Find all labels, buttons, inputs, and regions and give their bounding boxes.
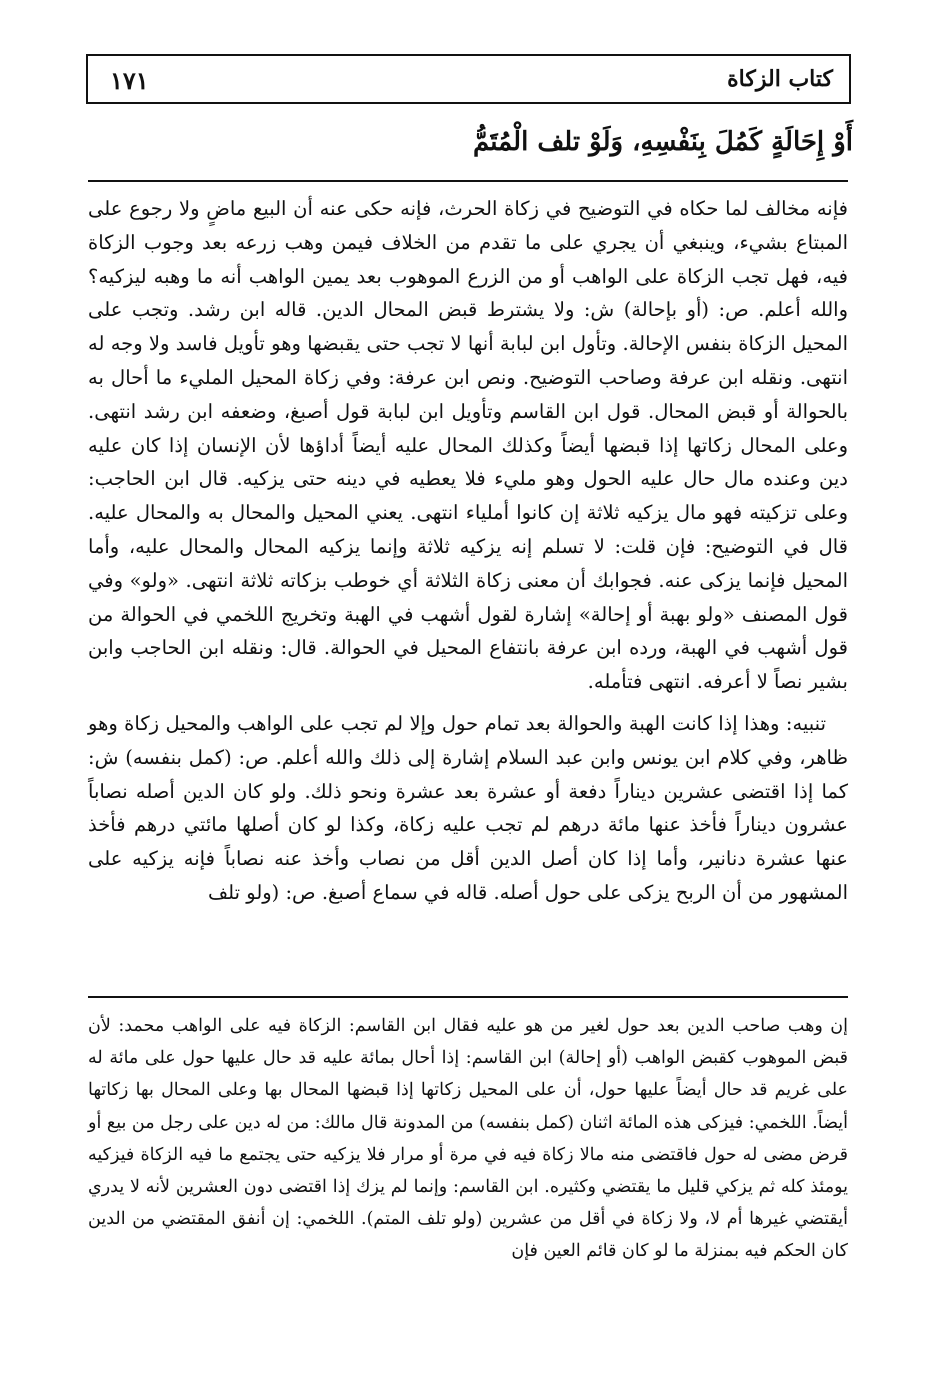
commentary-body <box>88 192 848 910</box>
chapter-title: كتاب الزكاة <box>727 66 833 92</box>
footnote-divider <box>88 996 848 998</box>
page-number: ١٧١ <box>110 66 149 95</box>
footnote-paragraph: إن وهب صاحب الدين بعد حول لغير من هو عليه فقال ابن القاسم: الزكاة فيه على الواهب محمد: لأن قبض الموهوب كقبض الواهب (أو إحالة) ابن القاسم: إذا أحال بمائة عليه قد حال عليها حول على مائة له على غريم قد حال أيضاً عليها حول، أن على المحيل زكاتها إذا قبضها المحال بها وعلى المحال بها زكاتها أيضاً. اللخمي: فيزكى هذه المائة اثنان (كمل بنفسه) من المدونة قال مالك: من له دين على رجل من بيع أو قرض مضى له حول فاقتضى منه مالا زكاة فيه في مرة أو مرار فلا يزكيه حتى يجتمع ما فيه الزكاة فيزكيه يومئذ كله ثم يزكي قليل ما يقتضي وكثيره. ابن القاسم: وإنما لم يزك إذا اقتضى دون العشرين لأنه لا يدري أيقتضي غيرها أم لا، ولا زكاة في أقل من عشرين (ولو تلف المتم). اللخمي: إن أنفق المقتضي من الدين كان الحكم فيه بمنزلة ما لو كان قائم العين فإن <box>88 1016 848 1262</box>
top-divider <box>88 180 848 182</box>
commentary-paragraph: فإنه مخالف لما حكاه في التوضيح في زكاة الحرث، فإنه حكى عنه أن البيع ماضٍ ولا رجوع على المبتاع بشيء، وينبغي أن يجري على ما تقدم من الخلاف فيمن وهب زرعه بعد وجوب الزكاة فيه، فهل تجب الزكاة على الواهب أو من الزرع الموهوب بعد يمين الواهب أنه ما وهبه ليزكيه؟ والله أعلم. ص: (أو بإحالة) ش: ولا يشترط قبض المحال الدين. قاله ابن رشد. وتجب على المحيل الزكاة بنفس الإحالة. وتأول ابن لبابة أنها لا تجب حتى يقبضها وهو تأويل فاسد ولا وجه له انتهى. ونقله ابن عرفة وصاحب التوضيح. ونص ابن عرفة: وفي زكاة المحيل المليء ما أحال به بالحوالة أو قبض المحال. قول ابن القاسم وتأويل ابن لبابة قول أصبغ، وضعفه ابن رشد انتهى. وعلى المحال زكاتها إذا قبضها أيضاً وكذلك المحال عليه أيضاً أداؤها لأن الإنسان إذا كان عليه دين وعنده مال حال عليه الحول وهو مليء فلا يعطيه في دينه حتى يزكيه. قال ابن الحاجب: وعلى تزكيته فهو مال يزكيه ثلاثة إن كانوا أملياء انتهى. يعني المحيل والمحال به والمحال عليه. قال في التوضيح: فإن قلت: لا تسلم إنه يزكيه ثلاثة وإنما يزكيه المحال والمحال عليه، وأما المحيل فإنما يزكى عنه. فجوابك أن معنى زكاة الثلاثة أي خوطب بزكاته ثلاثة انتهى. «ولو» وفي قول المصنف «ولو بهبة أو إحالة» إشارة لقول أشهب في الهبة وتخريج اللخمي في الحوالة من قول أشهب في الهبة، ورده ابن عرفة بانتفاع المحيل في الحوالة. قال: ونقله ابن الحاجب وابن بشير نصاً لا أعرفه. انتهى فتأمله. <box>88 197 848 694</box>
footnote-body <box>88 1010 848 1268</box>
matn-verse-line: أَوْ إِحَالَةٍ كَمُلَ بِنَفْسِهِ، وَلَوْ تلف الْمُتَمُّ <box>472 127 853 157</box>
commentary-paragraph: تنبيه: وهذا إذا كانت الهبة والحوالة بعد تمام حول وإلا لم تجب على الواهب والمحيل زكاة وهو ظاهر، وفي كلام ابن يونس وابن عبد السلام إشارة إلى ذلك والله أعلم. ص: (كمل بنفسه) ش: كما إذا اقتضى عشرين ديناراً دفعة أو عشرة بعد عشرة ونحو ذلك. ولو كان الدين أصله نصاباً عشرون ديناراً فأخذ عنها مائة درهم لم تجب عليه زكاة، وكذا لو كان أصلها مائتي درهم فأخذ عنها عشرة دنانير، وأما إذا كان أصل الدين أقل من نصاب وأخذ عنه نصاباً فإنه يزكيه على المشهور من أن الربح يزكى على حول أصله. قاله في سماع أصبغ. ص: (ولو تلف <box>88 711 848 904</box>
page-header <box>86 54 851 104</box>
